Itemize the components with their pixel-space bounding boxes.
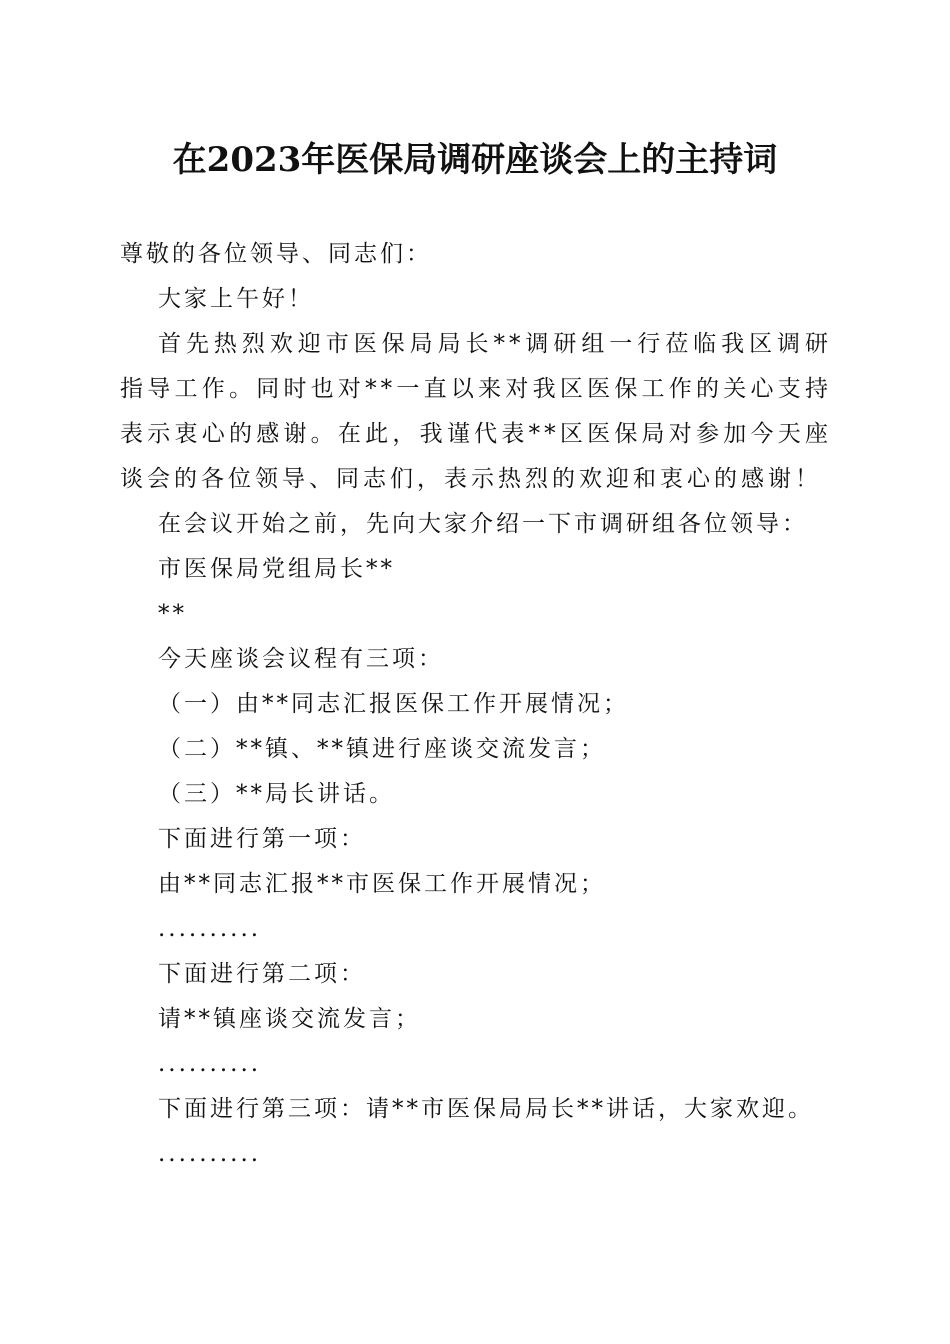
paragraph: ..........: [158, 1141, 262, 1167]
paragraph: 由**同志汇报**市医保工作开展情况；: [158, 871, 606, 897]
paragraph: （一）由**同志汇报医保工作开展情况；: [158, 691, 629, 717]
paragraph: （二）**镇、**镇进行座谈交流发言；: [158, 736, 606, 762]
paragraph: （三）**局长讲话。: [158, 781, 395, 807]
paragraph: 请**镇座谈交流发言；: [158, 1006, 421, 1032]
paragraph: 下面进行第三项：请**市医保局局长**讲话，大家欢迎。: [158, 1096, 814, 1122]
paragraph: 在会议开始之前，先向大家介绍一下市调研组各位领导：: [158, 511, 808, 537]
paragraph: 市医保局党组局长**: [158, 556, 395, 582]
document-body: [120, 232, 832, 1177]
document-title: 在2023年医保局调研座谈会上的主持词: [172, 140, 778, 180]
paragraph: 首先热烈欢迎市医保局局长**调研组一行莅临我区调研指导工作。同时也对**一直以来对我区医保工作的关心支持表示衷心的感谢。在此，我谨代表**区医保局对参加今天座谈会的各位领导、同志们，表示热烈的欢迎和衷心的感谢！: [120, 331, 832, 492]
paragraph: 下面进行第一项：: [158, 826, 366, 852]
paragraph: **: [158, 601, 187, 627]
paragraph: ..........: [158, 1051, 262, 1077]
paragraph: 下面进行第二项：: [158, 961, 366, 987]
paragraph: ..........: [158, 916, 262, 942]
paragraph: 今天座谈会议程有三项：: [158, 646, 444, 672]
paragraph: 尊敬的各位领导、同志们：: [120, 241, 432, 267]
paragraph: 大家上午好！: [158, 286, 314, 312]
